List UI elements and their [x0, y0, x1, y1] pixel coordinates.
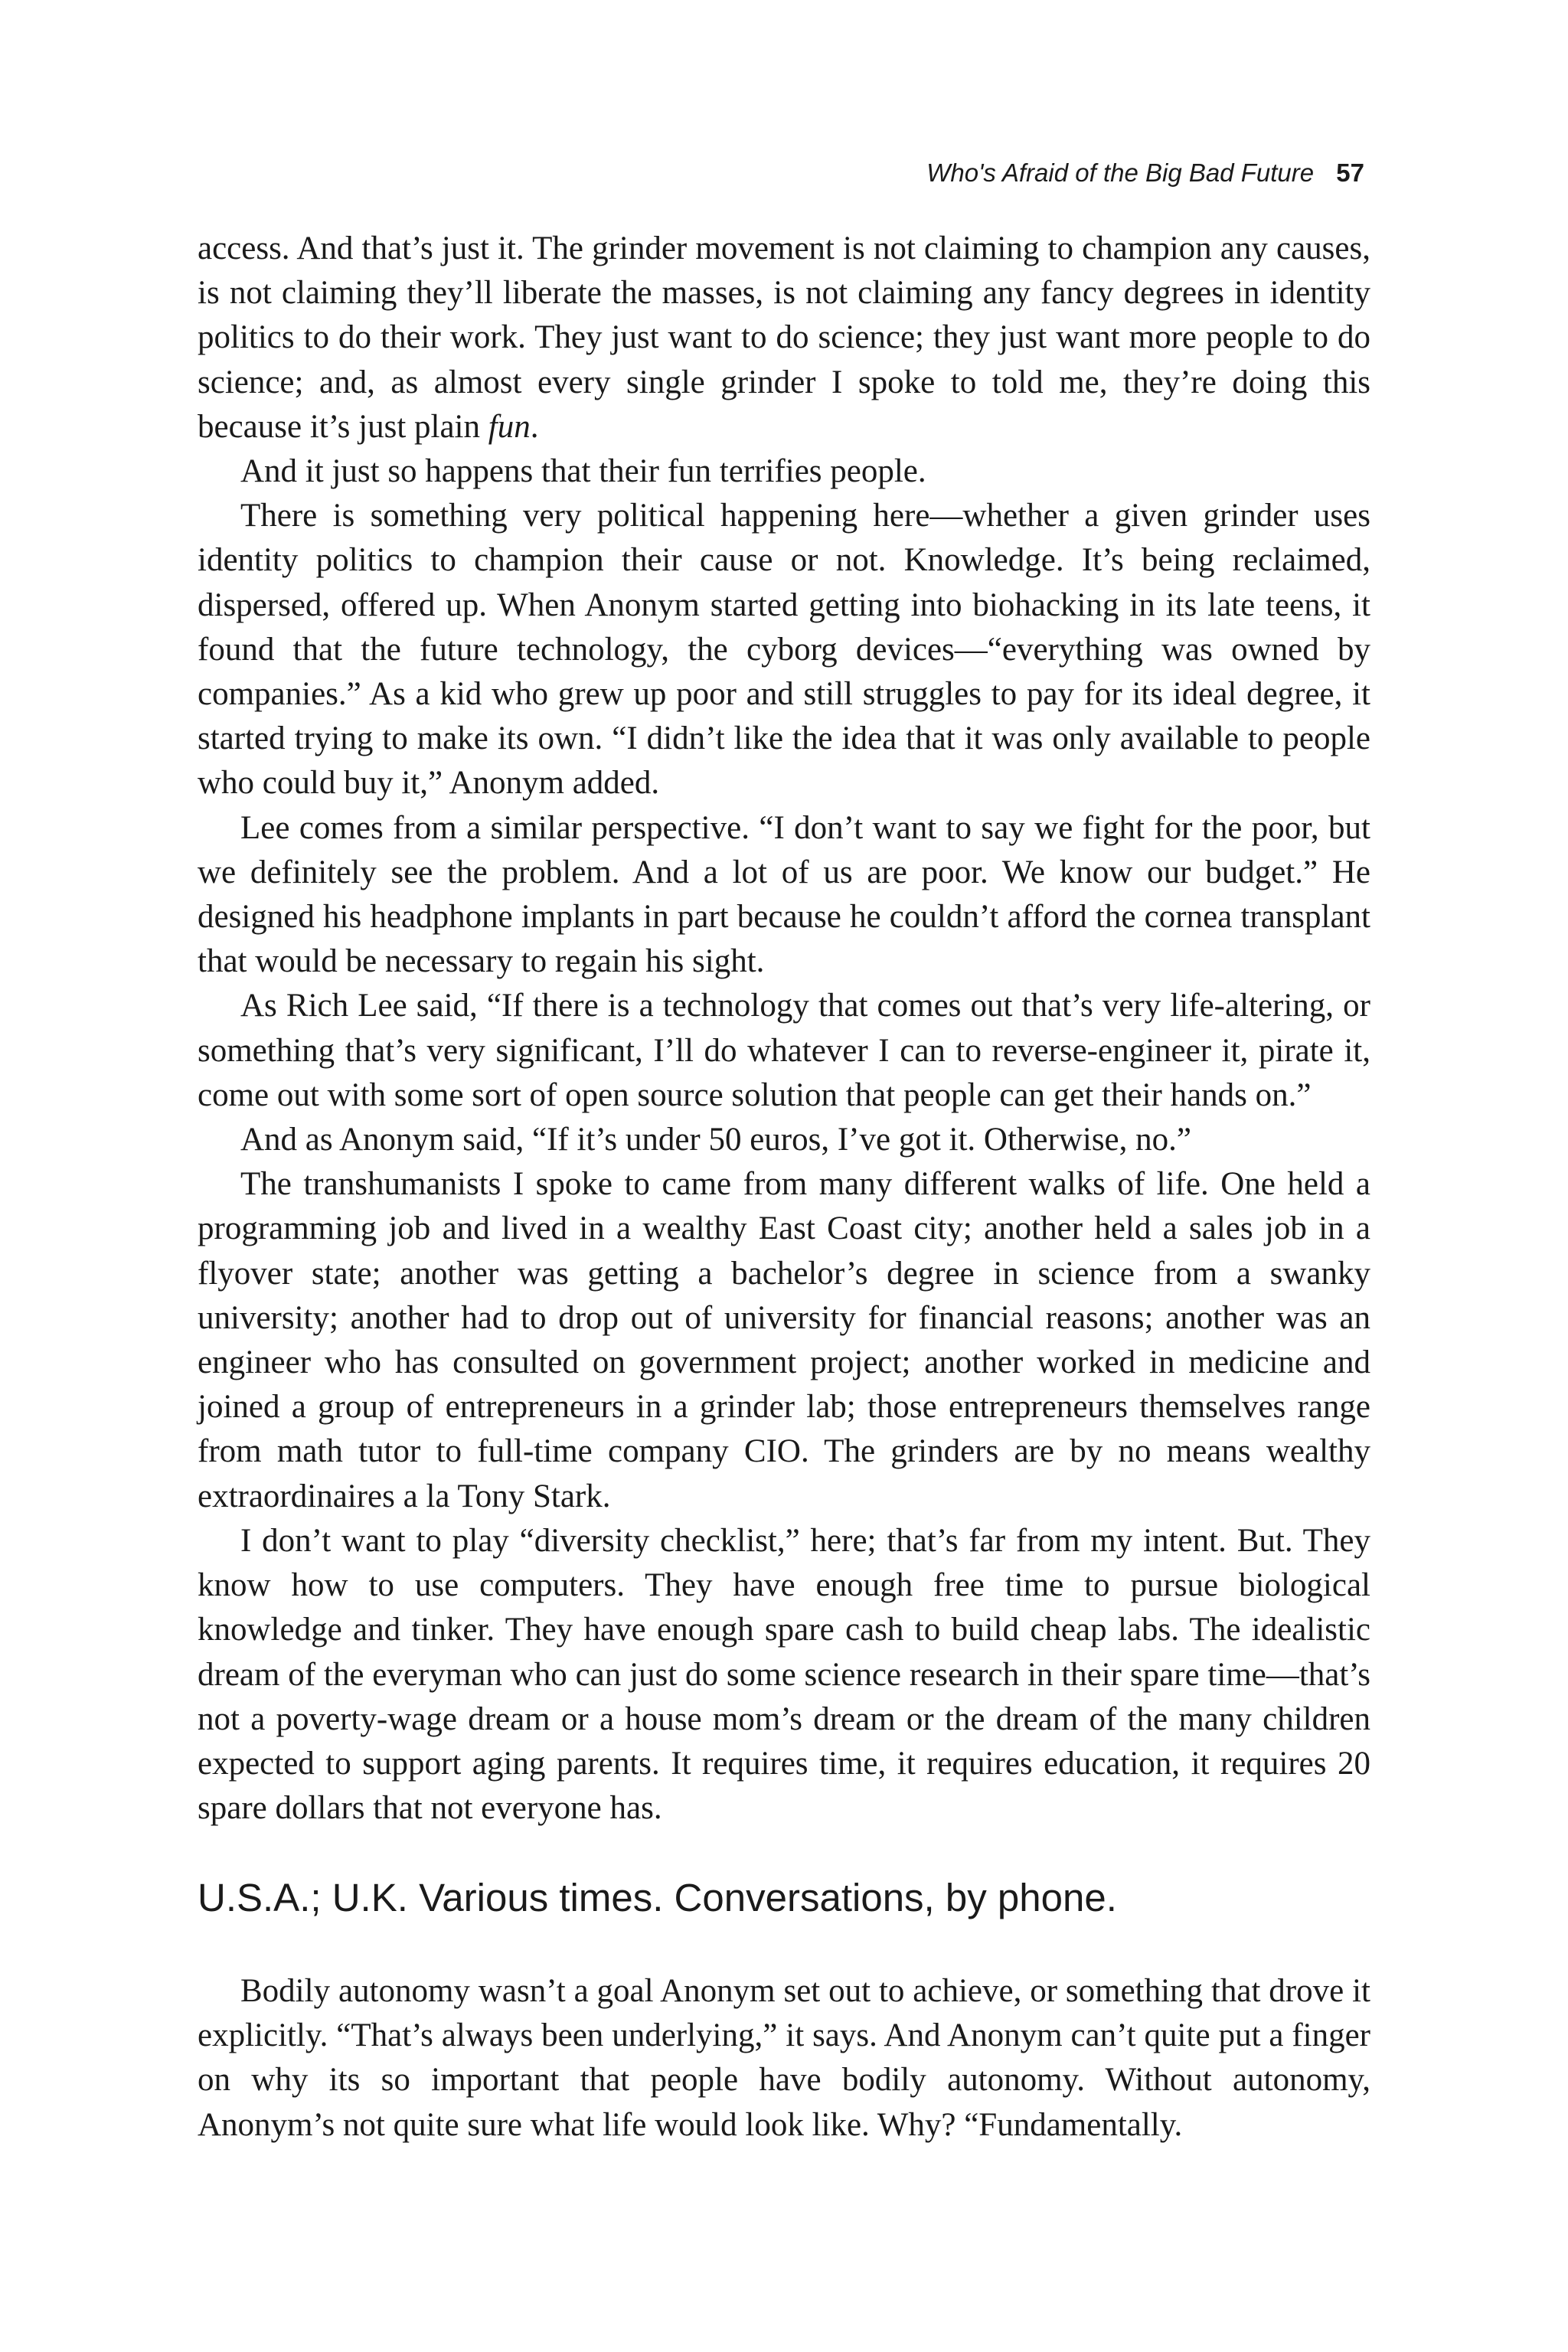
section-heading: U.S.A.; U.K. Various times. Conversations, by phone. — [198, 1876, 1117, 1919]
section-body-text — [198, 1969, 1370, 2148]
running-head-title: Who's Afraid of the Big Bad Future — [926, 158, 1315, 187]
running-head — [926, 156, 1364, 190]
emphasis-text: fun — [488, 408, 531, 445]
body-text — [198, 227, 1370, 1831]
paragraph: I don’t want to play “diversity checklist,” here; that’s far from my intent. But. They know how to use computers. They have enough free time to pursue biological knowledge and tinker. They have enough spare cash to build cheap labs. The idealistic dream of the everyman who can just do some science research in their spare time—that’s not a poverty-wage dream or a house mom’s dream or the dream of the many children expected to support aging parents. It requires time, it requires education, it requires 20 spare dollars that not everyone has. — [198, 1522, 1370, 1827]
paragraph-text: access. And that’s just it. The grinder movement is not claiming to champion any causes, is not claiming they’ll liberate the masses, is not claiming any fancy degrees in identity politics to do their work. They just want to do science; they just want more people to do science; and, as almost every single grinder I spoke to told me, they’re doing this because it’s just plain — [198, 230, 1370, 445]
paragraph: The transhumanists I spoke to came from many different walks of life. One held a programming job and lived in a wealthy East Coast city; another held a sales job in a flyover state; another was getting a bachelor’s degree in science from a swanky university; another had to drop out of university for financial reasons; another was an engineer who has consulted on government project; another worked in medicine and joined a group of entrepreneurs in a grinder lab; those entrepreneurs themselves range from math tutor to full-time company CIO. The grinders are by no means wealthy extraordinaires a la Tony Stark. — [198, 1166, 1370, 1514]
paragraph: Bodily autonomy wasn’t a goal Anonym set out to achieve, or something that drove it explicitly. “That’s always been underlying,” it says. And Anonym can’t quite put a finger on why its so important that people have bodily autonomy. Without autonomy, Anonym’s not quite sure what life would look like. Why? “Fundamentally. — [198, 1973, 1370, 2143]
paragraph: And it just so happens that their fun terrifies people. — [240, 453, 926, 490]
paragraph: And as Anonym said, “If it’s under 50 euros, I’ve got it. Otherwise, no.” — [240, 1122, 1191, 1158]
paragraph-text: . — [530, 408, 539, 445]
paragraph: As Rich Lee said, “If there is a technology that comes out that’s very life-altering, or something that’s very significant, I’ll do whatever I can to reverse-engineer it, pirate it, come out with some sort of open source solution that people can get their hands on.” — [198, 988, 1370, 1113]
paragraph: Lee comes from a similar perspective. “I don’t want to say we fight for the poor, but we definitely see the problem. And a lot of us are poor. We know our budget.” He designed his headphone implants in part because he couldn’t afford the cornea transplant that would be necessary to regain his sight. — [198, 809, 1370, 980]
paragraph-continued — [198, 227, 1370, 449]
paragraph: There is something very political happening here—whether a given grinder uses identity politics to champion their cause or not. Knowledge. It’s being reclaimed, dispersed, offered up. When Anonym started getting into biohacking in its late teens, it found that the future technology, the cyborg devices—“everything was owned by companies.” As a kid who grew up poor and still struggles to pay for its ideal degree, it started trying to make its own. “I didn’t like the idea that it was only available to people who could buy it,” Anonym added. — [198, 498, 1370, 802]
page-number: 57 — [1336, 158, 1364, 187]
